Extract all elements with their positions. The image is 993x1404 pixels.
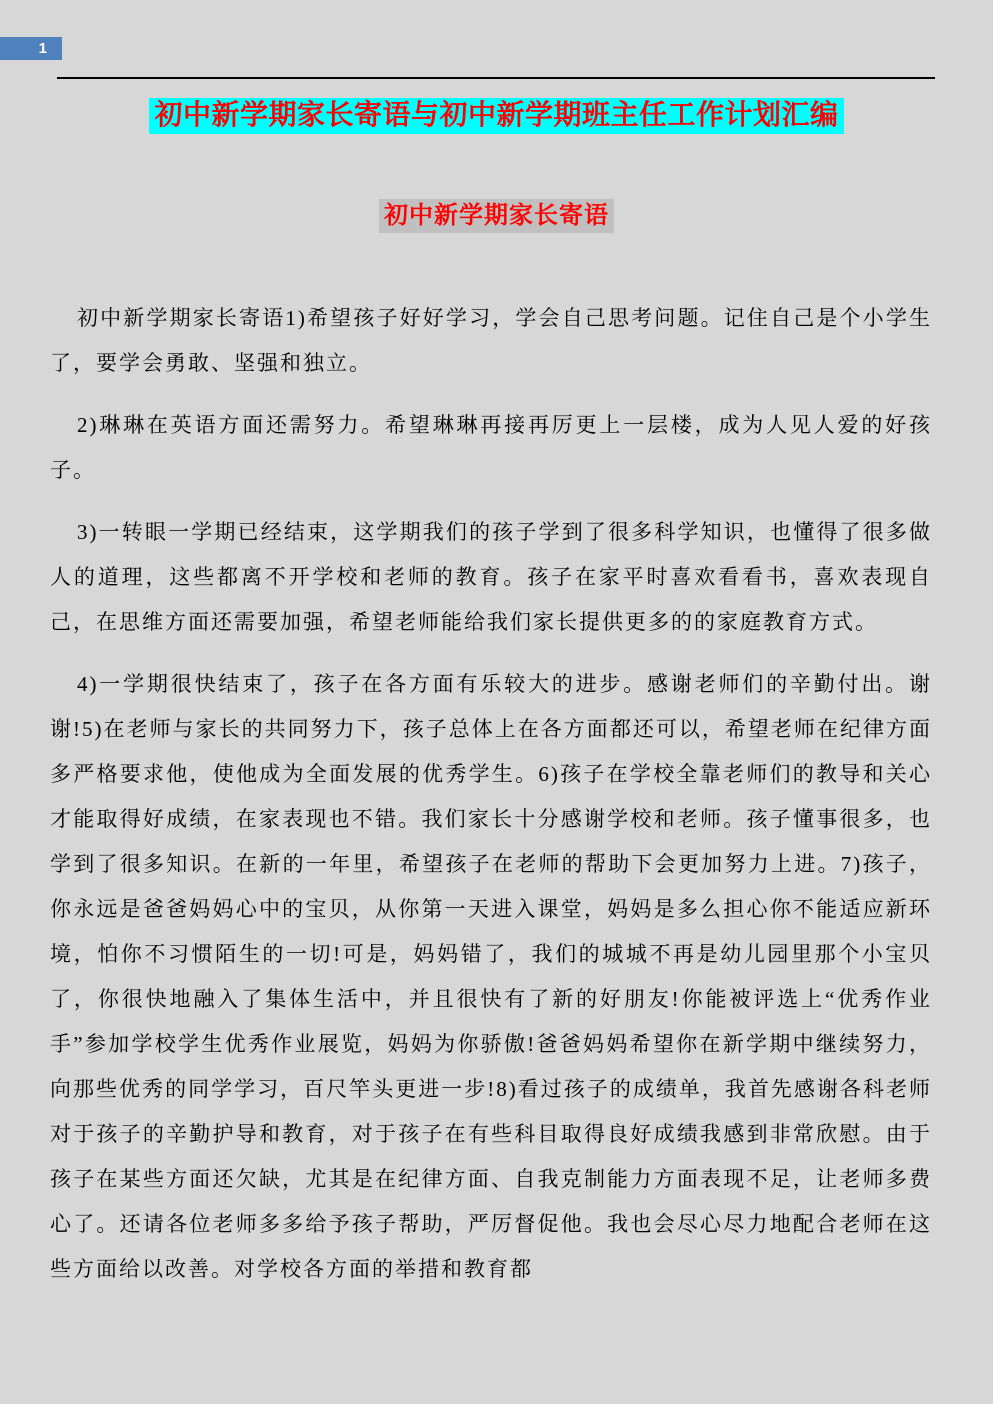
section-heading-row: [0, 199, 993, 233]
document-title: 初中新学期家长寄语与初中新学期班主任工作计划汇编: [149, 98, 843, 134]
document-title-row: [0, 98, 993, 134]
body-paragraph: 4)一学期很快结束了，孩子在各方面有乐较大的进步。感谢老师们的辛勤付出。谢谢!5)在老师与家长的共同努力下，孩子总体上在各方面都还可以，希望老师在纪律方面多严格要求他，使他成为全面发展的优秀学生。6)孩子在学校全靠老师们的教导和关心才能取得好成绩，在家表现也不错。我们家长十分感谢学校和老师。孩子懂事很多，也学到了很多知识。在新的一年里，希望孩子在老师的帮助下会更加努力上进。7)孩子，你永远是爸爸妈妈心中的宝贝，从你第一天进入课堂，妈妈是多么担心你不能适应新环境，怕你不习惯陌生的一切!可是，妈妈错了，我们的城城不再是幼儿园里那个小宝贝了，你很快地融入了集体生活中，并且很快有了新的好朋友!你能被评选上“优秀作业手”参加学校学生优秀作业展览，妈妈为你骄傲!爸爸妈妈希望你在新学期中继续努力，向那些优秀的同学学习，百尺竿头更进一步!8)看过孩子的成绩单，我首先感谢各科老师对于孩子的辛勤护导和教育，对于孩子在有些科目取得良好成绩我感到非常欣慰。由于孩子在某些方面还欠缺，尤其是在纪律方面、自我克制能力方面表现不足，让老师多费心了。还请各位老师多多给予孩子帮助，严厉督促他。我也会尽心尽力地配合老师在这些方面给以改善。对学校各方面的举措和教育都: [50, 672, 932, 1281]
body-paragraph: 初中新学期家长寄语1)希望孩子好好学习，学会自己思考问题。记住自己是个小学生了，要学会勇敢、坚强和独立。: [50, 306, 932, 375]
document-body: [50, 296, 932, 1309]
section-heading: 初中新学期家长寄语: [379, 199, 614, 233]
body-paragraph: 2)琳琳在英语方面还需努力。希望琳琳再接再厉更上一层楼，成为人见人爱的好孩子。: [50, 413, 932, 482]
header-divider: [57, 77, 935, 79]
body-paragraph: 3)一转眼一学期已经结束，这学期我们的孩子学到了很多科学知识，也懂得了很多做人的道理，这些都离不开学校和老师的教育。孩子在家平时喜欢看看书，喜欢表现自己，在思维方面还需要加强，希望老师能给我们家长提供更多的的家庭教育方式。: [50, 520, 932, 634]
page-number-badge: 1: [0, 37, 62, 60]
